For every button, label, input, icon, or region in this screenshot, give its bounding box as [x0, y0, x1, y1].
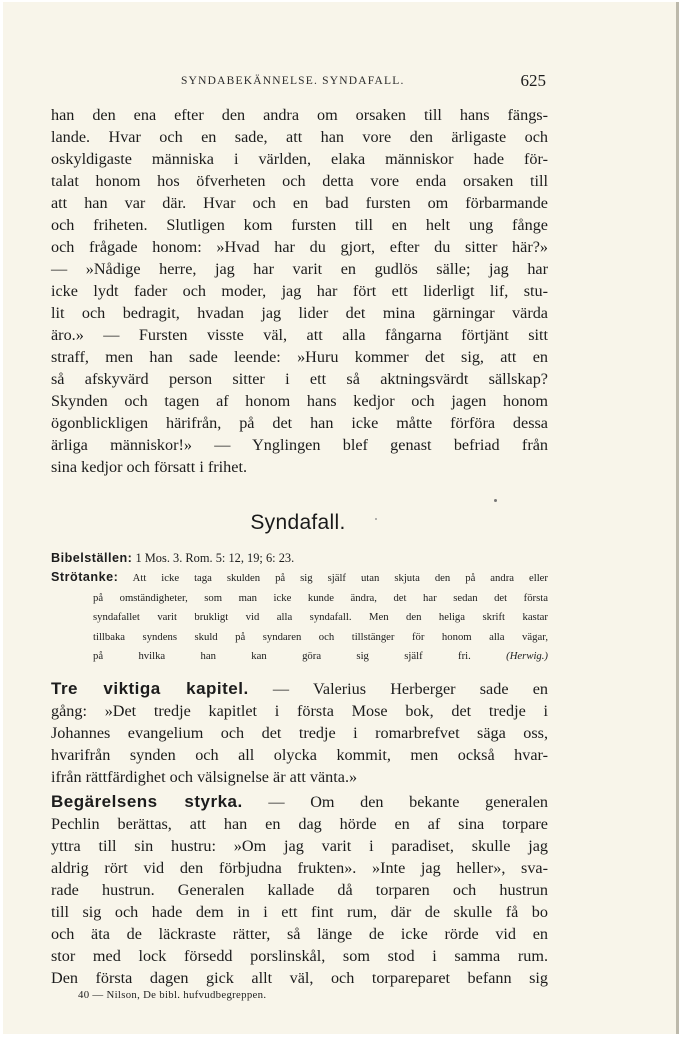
text-line: lit och bedragit, hvadan jag lider det mina gärningar värda: [51, 304, 548, 322]
text-line: — Valerius Herberger sade en: [272, 680, 548, 698]
refs-label: Bibelställen:: [51, 551, 133, 565]
text-line: sina kedjor och försatt i frihet.: [51, 458, 247, 476]
thought-line-first: [51, 568, 548, 589]
print-speck: [494, 499, 497, 502]
text-line: han den ena efter den andra om orsaken till hans fängs-: [51, 106, 548, 124]
page-header: [51, 69, 546, 93]
running-head: SYNDABEKÄNNELSE. SYNDAFALL.: [181, 75, 405, 87]
text-line: yttra till sin hustru: »Om jag varit i paradiset, skulle jag: [51, 837, 548, 855]
text-line: och friheten. Slutligen kom fursten till en helt ung fånge: [51, 216, 548, 234]
text-line: Den första dagen gick allt väl, och torpareparet befann sig: [51, 969, 548, 987]
thought-source: (Herwig.): [506, 650, 548, 663]
text-line: till sig och hade dem in i ett fint rum, där de skulle få bo: [51, 903, 548, 921]
text-line: Pechlin berättas, att han en dag hörde en af sina torpare: [51, 815, 548, 833]
text-line: — »Nådige herre, jag har varit en gudlös sälle; jag har: [51, 260, 548, 278]
page-number: 625: [520, 71, 546, 90]
text-line: ärliga människor!» — Ynglingen blef genast befriad från: [51, 436, 548, 454]
text-line: gång: »Det tredje kapitlet i första Mose bok, det tredje i: [51, 702, 548, 720]
text-line: aldrig rört vid den förbjudna frukten». »Inte jag heller», sva-: [51, 859, 548, 877]
thought-line: syndafallet varit brukligt vid alla syndafall. Men den heliga skrift kastar: [93, 611, 548, 624]
paragraph-desire-strength: [51, 791, 548, 989]
thought-text: Att icke taga skulden på sig själf utan skjuta den på andra eller: [132, 572, 548, 584]
paragraph-title: Begärelsens styrka.: [51, 792, 243, 811]
section-heading: Syndafall.: [250, 511, 346, 534]
paragraph-title-line: [51, 678, 548, 700]
text-line: rade hustrun. Generalen kallade då torparen och hustrun: [51, 881, 548, 899]
text-line: ögonblickligen härifrån, på det han icke måtte förföra dessa: [51, 414, 548, 432]
thought-label: Strötanke:: [51, 570, 119, 584]
text-line: — Om den bekante generalen: [268, 793, 549, 811]
thought-line: på omständigheter, som man icke kunde ändra, det har sedan det första: [93, 591, 548, 604]
text-line: och äta de läckraste rätter, så länge de icke rörde vid en: [51, 925, 548, 943]
text-line: ifrån rättfärdighet och välsignelse är att vänta.»: [51, 768, 358, 786]
text-line: Skynden och tagen af honom hans kedjor och jagen honom: [51, 392, 548, 410]
text-line: så afskyvärd person sitter i ett så aktningsvärdt sällskap?: [51, 370, 548, 388]
text-line: att han var där. Hvar och en bad fursten om förbarmande: [51, 194, 548, 212]
paragraph-title-line: [51, 791, 548, 813]
text-line: äro.» — Fursten visste väl, att alla fångarna förtjänt sitt: [51, 326, 548, 344]
signature-footer: 40 — Nilson, De bibl. hufvudbegreppen.: [78, 989, 267, 1001]
bible-references: [51, 548, 551, 568]
refs-text: 1 Mos. 3. Rom. 5: 12, 19; 6: 23.: [135, 551, 295, 565]
text-line: hvarifrån synden och all olycka kommit, men också hvar-: [51, 746, 548, 764]
book-page: [3, 2, 676, 1034]
text-line: lande. Hvar och en sade, att han vore den ärligaste och: [51, 128, 548, 146]
text-line: talat honom hos öfverheten och detta vore enda orsaken till: [51, 172, 548, 190]
paragraph-three-chapters: [51, 678, 548, 788]
text-line: icke lydt fader och moder, jag har fört ett liderligt lif, stu-: [51, 282, 548, 300]
thought-line: tillbaka syndens skuld på syndaren och tillstänger för honom alla vägar,: [93, 630, 548, 643]
text-line: stor med lock försedd porslinskål, som stod i samma rum.: [51, 947, 548, 965]
paragraph-prison-story: [51, 104, 548, 478]
text-line: straff, men han sade leende: »Huru kommer det sig, att en: [51, 348, 548, 366]
paragraph-title: Tre viktiga kapitel.: [51, 679, 249, 698]
text-line: Johannes evangelium och det tredje i romarbrefvet säga oss,: [51, 724, 548, 742]
stray-thought: [51, 568, 548, 667]
thought-text: på hvilka han kan göra sig själf fri.: [93, 650, 471, 663]
thought-line-last: [51, 647, 548, 667]
text-line: och frågade honom: »Hvad har du gjort, efter du sitter här?»: [51, 238, 548, 256]
text-line: oskyldigaste människa i världen, elaka människor hade för-: [51, 150, 548, 168]
